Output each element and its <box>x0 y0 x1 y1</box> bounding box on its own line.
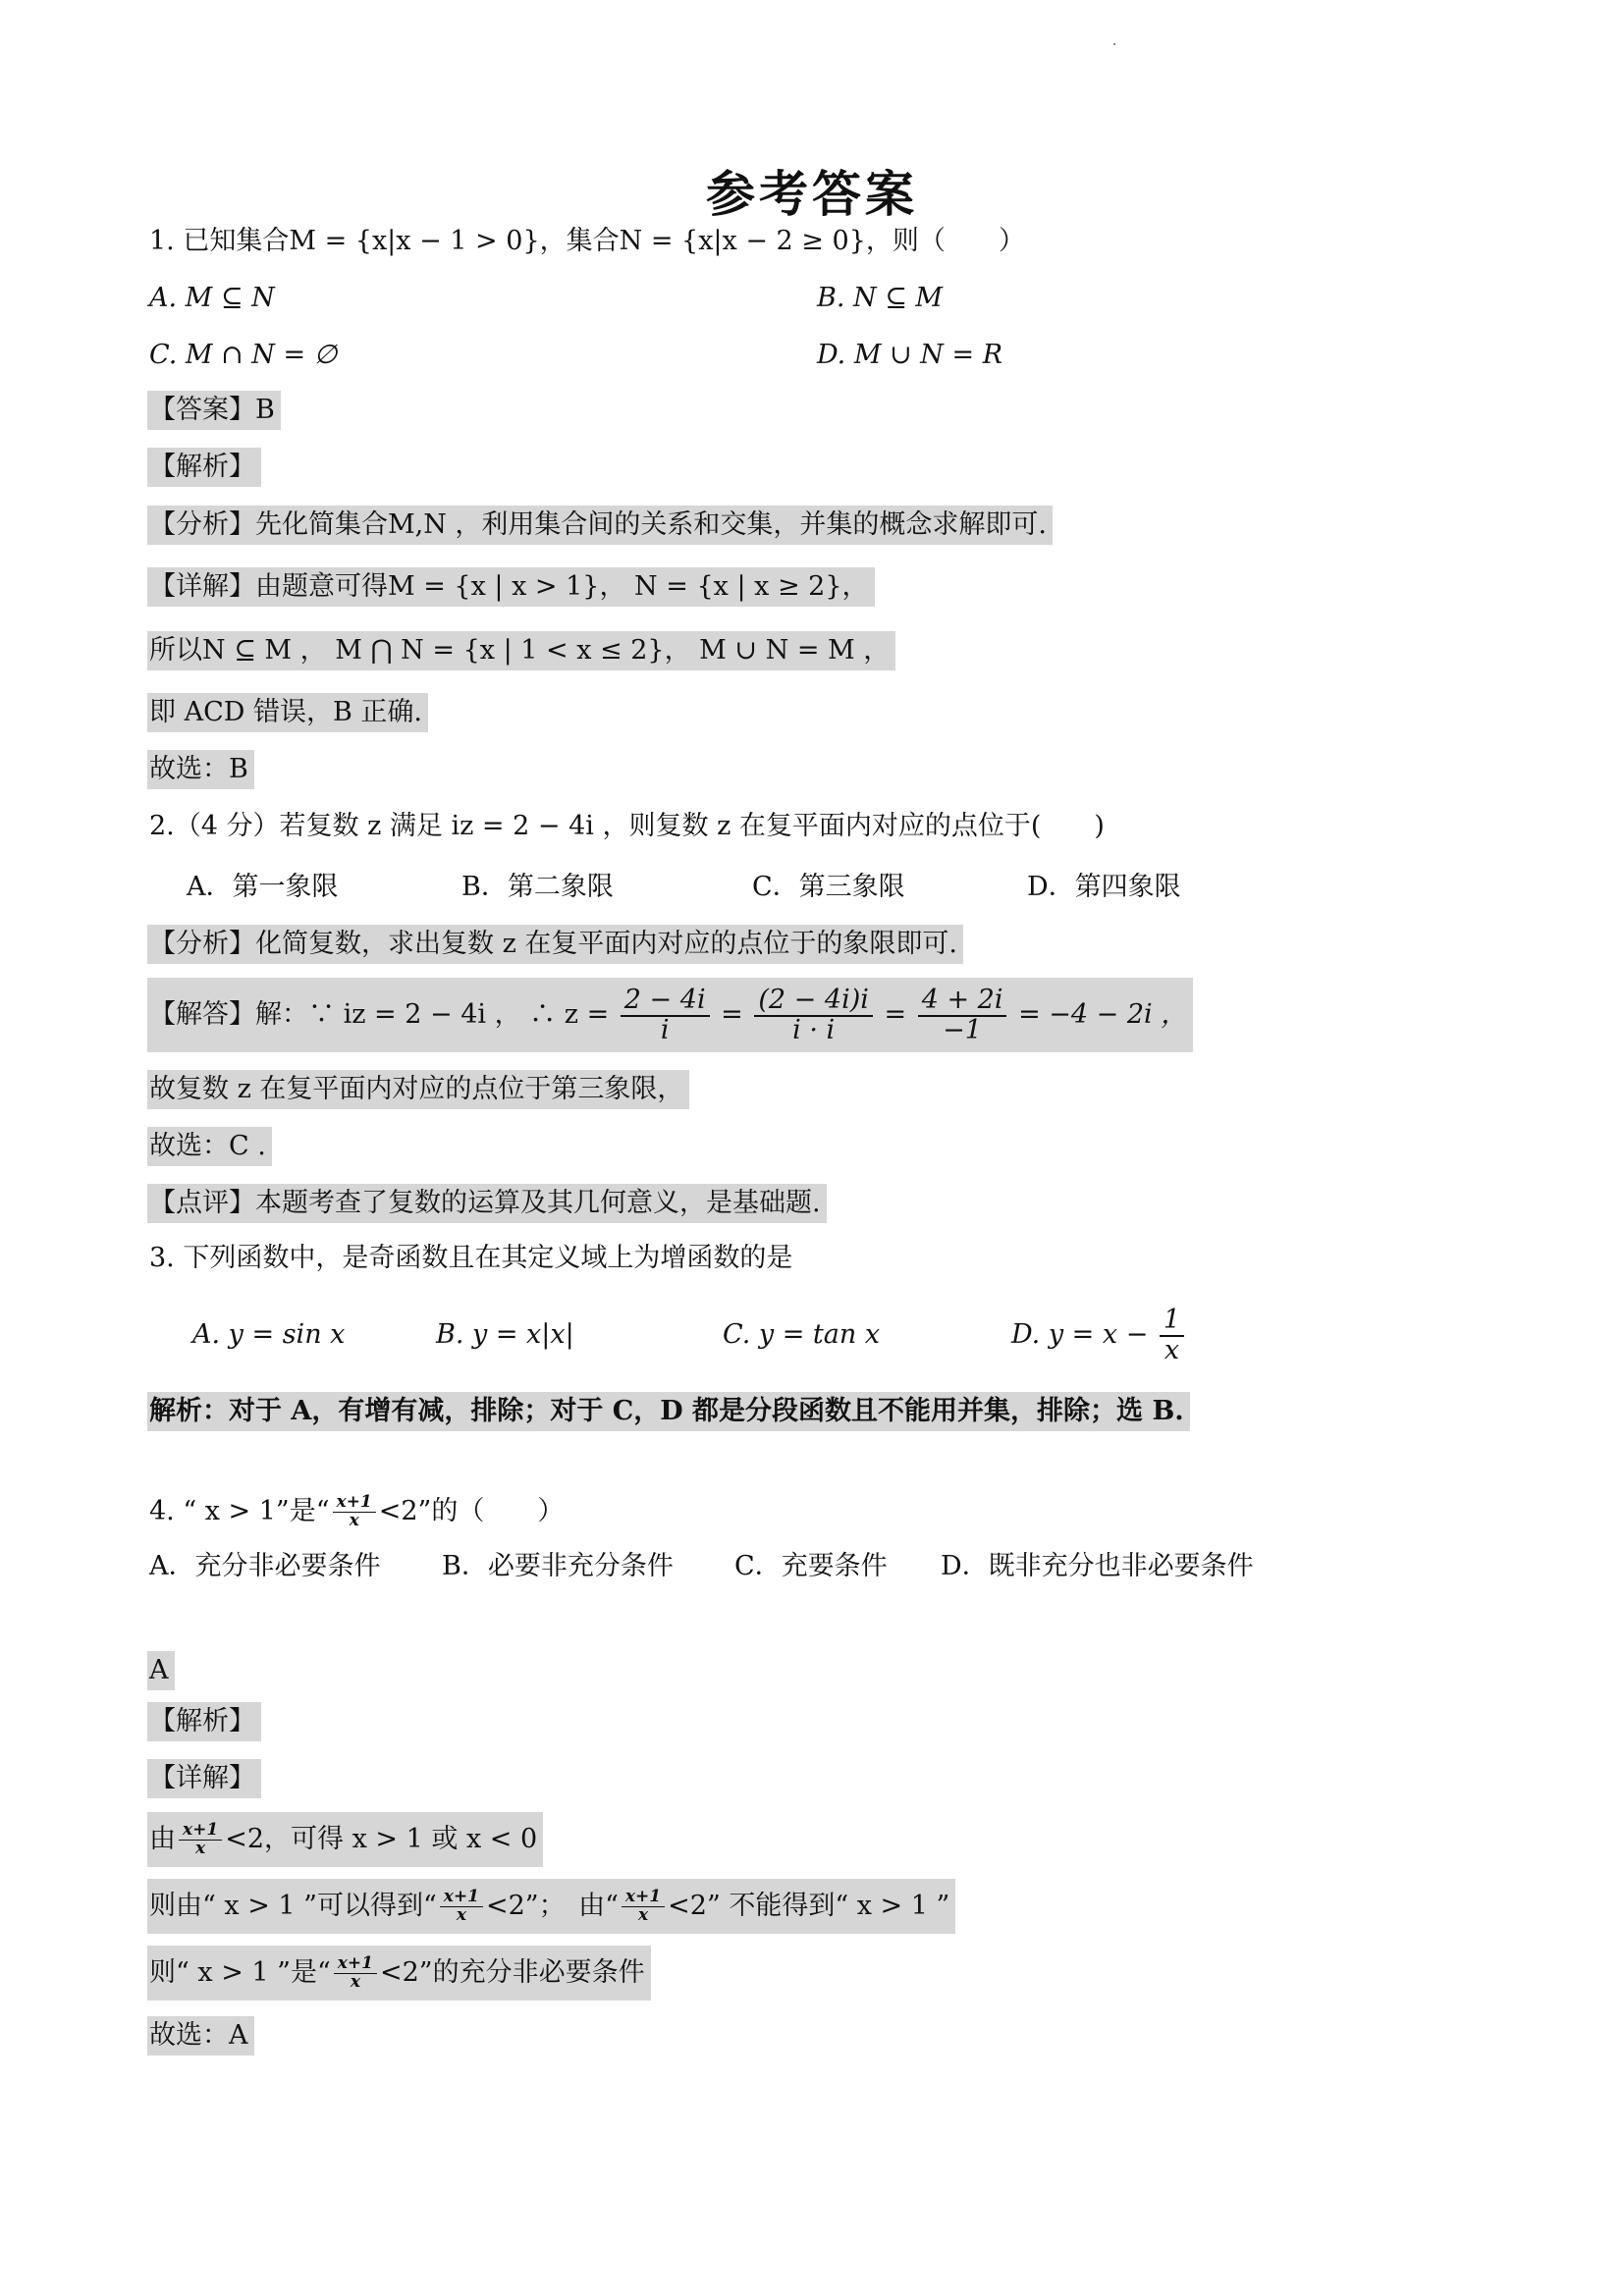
q2-option-b: B．第二象限 <box>461 872 614 902</box>
q1-option-d: D. M ∪ N = R <box>817 340 1003 370</box>
q2-conclusion: 故复数 z 在复平面内对应的点位于第三象限， <box>147 1070 689 1109</box>
q4-line2-frac2-num: x+1 <box>622 1889 665 1907</box>
q4-detail-line-1 <box>147 1812 543 1867</box>
q3-explanation: 解析：对于 A，有增有减，排除；对于 C，D 都是分段函数且不能用并集，排除；选 B. <box>147 1392 1190 1431</box>
q3-option-a: A. y = sin x <box>192 1319 346 1350</box>
q4-choice: 故选：A <box>147 2016 254 2056</box>
q4-stem <box>149 1484 564 1539</box>
q1-answer: 【答案】B <box>147 391 281 430</box>
q1-choice: 故选：B <box>147 750 254 789</box>
q2-stem: 2.（4 分）若复数 z 满足 iz = 2 − 4i ，则复数 z 在复平面内对应的点位于( ) <box>149 811 1105 841</box>
q3-optd-den: x <box>1164 1334 1180 1365</box>
q4-line2-a: 则由“ x > 1 ”可以得到“ <box>149 1891 437 1921</box>
q2-frac1-num: 2 − 4i <box>621 987 710 1016</box>
q4-line2-frac1-den: x <box>456 1905 466 1925</box>
q2-eq-2: = <box>884 999 907 1030</box>
q2-frac2-den: i · i <box>792 1014 836 1045</box>
q2-option-d: D．第四象限 <box>1027 872 1181 902</box>
q2-option-a: A．第一象限 <box>187 872 339 902</box>
q4-option-a: A．充分非必要条件 <box>149 1551 381 1581</box>
q4-line1-frac-num: x+1 <box>179 1822 222 1841</box>
q1-option-a: A. M ⊆ N <box>149 283 275 313</box>
q1-detail: 【详解】由题意可得M = {x | x > 1}， N = {x | x ≥ 2}， <box>147 567 875 607</box>
q2-analysis: 【分析】化简复数，求出复数 z 在复平面内对应的点位于的象限即可. <box>147 925 963 964</box>
q1-therefore: 所以N ⊆ M ， M ⋂ N = {x | 1 < x ≤ 2}， M ∪ N = M ， <box>147 631 895 670</box>
q4-line2-c: <2” 不能得到“ x > 1 ” <box>668 1891 950 1921</box>
q4-line1-fraction <box>179 1822 222 1858</box>
q4-stem-pre: 4. “ x > 1”是“ <box>149 1496 330 1526</box>
q4-line2-frac1-num: x+1 <box>440 1889 483 1907</box>
q1-conclusion: 即 ACD 错误，B 正确. <box>147 693 428 732</box>
q4-detail-line-3 <box>147 1946 651 2001</box>
page-title: 参考答案 <box>706 165 918 223</box>
q2-frac2-num: (2 − 4i)i <box>754 987 872 1016</box>
q3-option-d <box>1011 1292 1187 1378</box>
q2-option-c: C．第三象限 <box>752 872 905 902</box>
q1-jiexi-label: 【解析】 <box>147 448 261 487</box>
q1-analysis: 【分析】先化简集合M,N ，利用集合间的关系和交集，并集的概念求解即可. <box>147 506 1053 545</box>
q2-eq-1: = <box>721 999 743 1030</box>
q3-option-d-fraction <box>1160 1307 1184 1364</box>
q4-line3-a: 则“ x > 1 ”是“ <box>149 1957 331 1988</box>
q2-frac3-num: 4 + 2i <box>918 987 1007 1016</box>
q2-fraction-3 <box>918 987 1007 1044</box>
q2-frac1-den: i <box>660 1014 670 1045</box>
q4-stem-fraction <box>333 1494 376 1530</box>
scan-dot <box>1113 43 1115 45</box>
q2-choice: 故选：C . <box>147 1127 272 1166</box>
q4-line2-fraction-2 <box>622 1889 665 1925</box>
q2-solution <box>147 978 1193 1052</box>
q4-line2-frac2-den: x <box>637 1905 649 1925</box>
q2-solution-prefix: 【解答】解：∵ iz = 2 − 4i ， ∴ z = <box>149 999 610 1030</box>
q3-stem: 3. 下列函数中，是奇函数且在其定义域上为增函数的是 <box>149 1243 793 1273</box>
q2-frac3-den: −1 <box>943 1014 982 1045</box>
q4-frac-den: x <box>349 1511 359 1530</box>
q2-solution-suffix: = −4 − 2i ， <box>1018 999 1188 1030</box>
q4-line3-frac-den: x <box>350 1972 360 1992</box>
q4-line1-post: <2，可得 x > 1 或 x < 0 <box>225 1824 538 1854</box>
q2-review: 【点评】本题考查了复数的运算及其几何意义，是基础题. <box>147 1184 827 1223</box>
q1-option-c: C. M ∩ N = ∅ <box>149 340 338 370</box>
q1-option-b: B. N ⊆ M <box>817 283 944 313</box>
q3-optd-num: 1 <box>1160 1307 1184 1336</box>
q4-detail-line-2 <box>147 1879 955 1934</box>
q2-fraction-1 <box>621 987 710 1044</box>
q4-answer: A <box>147 1651 175 1690</box>
q3-option-b: B. y = x|x| <box>436 1319 574 1350</box>
q2-fraction-2 <box>754 987 872 1044</box>
q4-line1-pre: 由 <box>149 1824 176 1854</box>
q4-option-d: D．既非充分也非必要条件 <box>941 1551 1254 1581</box>
q4-line1-frac-den: x <box>195 1839 206 1858</box>
q4-line2-b: <2”； 由“ <box>486 1891 619 1921</box>
q3-option-c: C. y = tan x <box>723 1319 881 1350</box>
q4-line3-frac-num: x+1 <box>334 1955 377 1974</box>
q3-option-d-prefix: D. y = x − <box>1011 1319 1149 1350</box>
q4-jiexi-label: 【解析】 <box>147 1702 261 1741</box>
q4-frac-num: x+1 <box>333 1494 376 1513</box>
q4-line3-fraction <box>334 1955 377 1992</box>
q4-option-c: C．充要条件 <box>734 1551 888 1581</box>
q4-detail-label: 【详解】 <box>147 1759 261 1798</box>
q4-line2-fraction-1 <box>440 1889 483 1925</box>
q4-stem-post: <2”的（ ） <box>378 1496 565 1526</box>
q4-line3-b: <2”的充分非必要条件 <box>380 1957 645 1988</box>
q1-stem: 1. 已知集合M = {x|x − 1 > 0}，集合N = {x|x − 2 ≥ 0}，则（ ） <box>149 226 1025 256</box>
q4-option-b: B．必要非充分条件 <box>442 1551 674 1581</box>
